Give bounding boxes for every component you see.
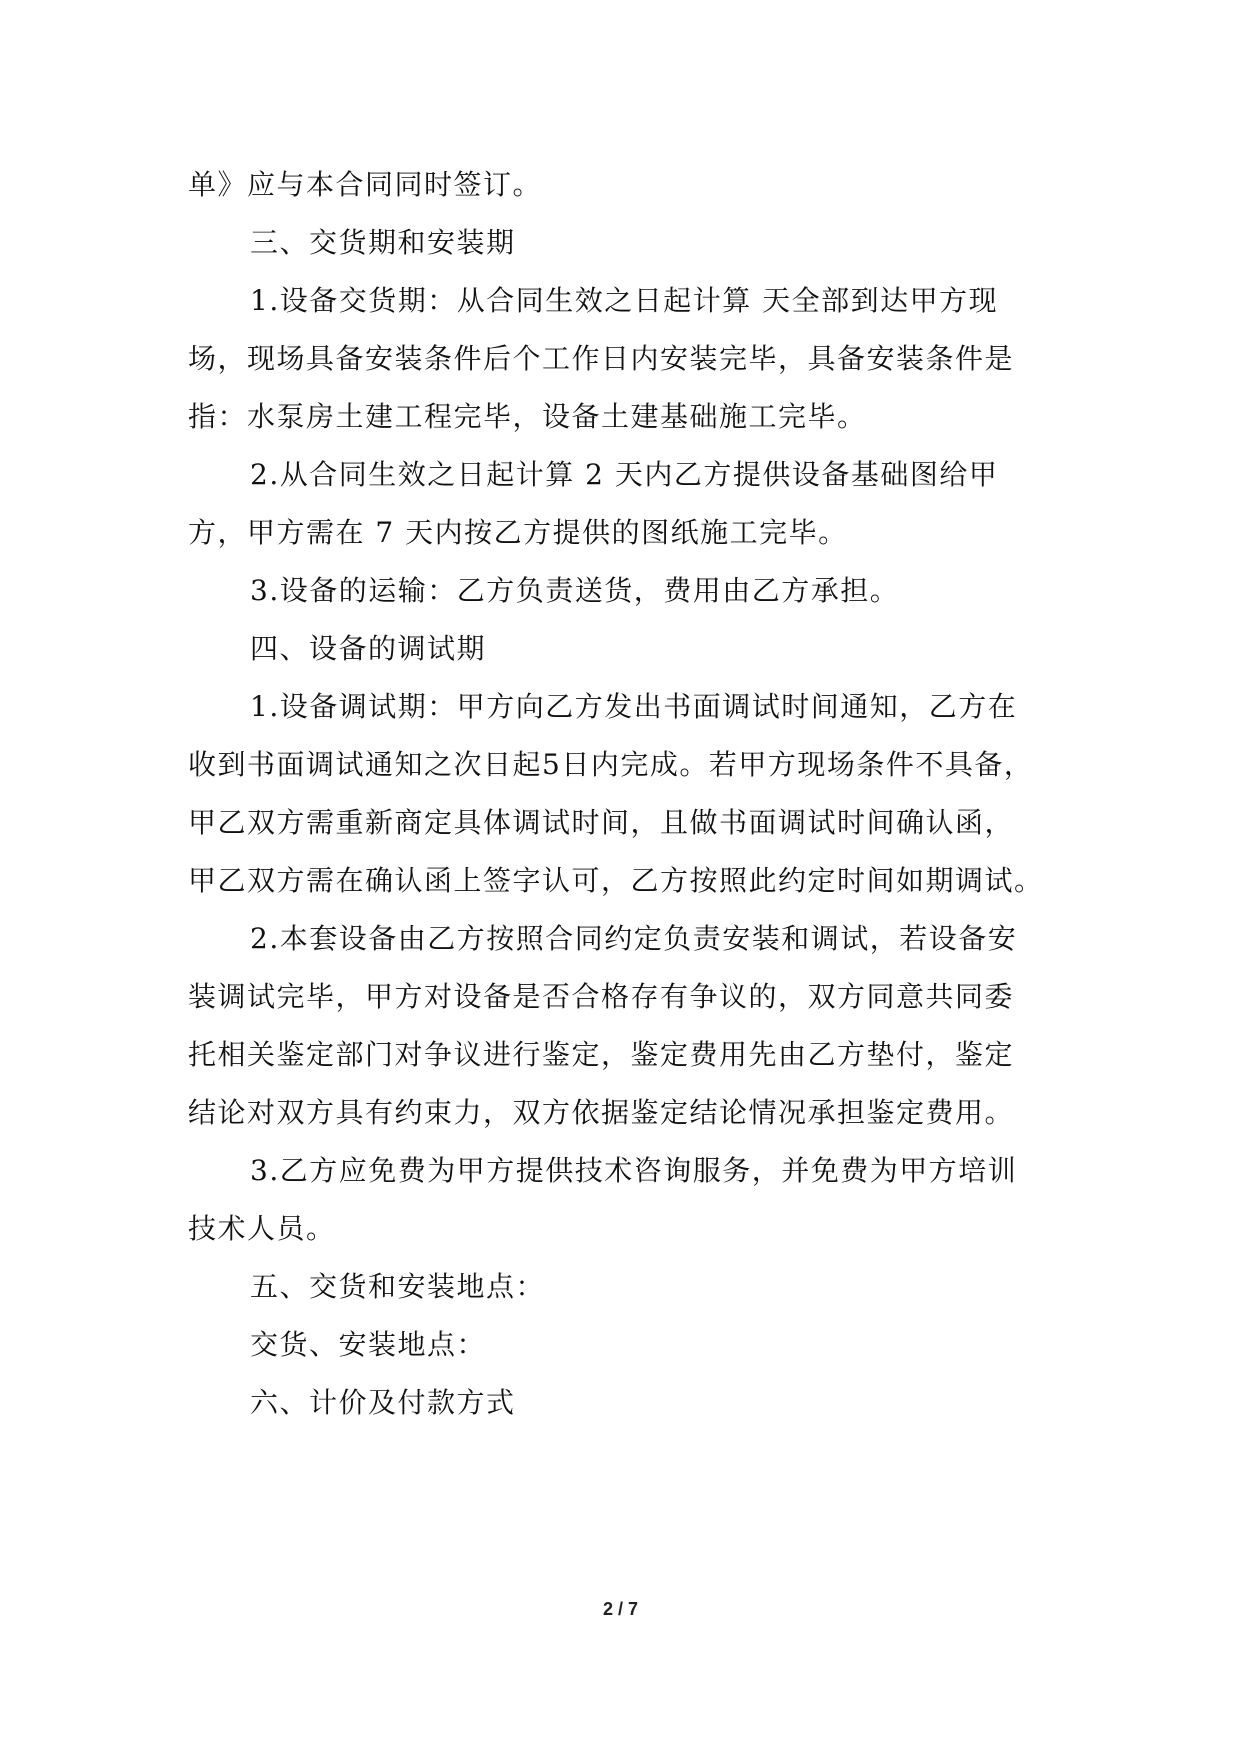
text-line: 2.从合同生效之日起计算 2 天内乙方提供设备基础图给甲 <box>250 458 999 491</box>
text-line: 单》应与本合同同时签订。 <box>188 168 543 201</box>
section-heading: 四、设备的调试期 <box>250 632 487 665</box>
text-line: 装调试完毕，甲方对设备是否合格存有争议的，双方同意共同委 <box>188 980 1015 1013</box>
text-line: 收到书面调试通知之次日起5日内完成。若甲方现场条件不具备， <box>188 748 1034 781</box>
text-line: 3.乙方应免费为甲方提供技术咨询服务，并免费为甲方培训 <box>250 1154 1018 1187</box>
text-line: 1.设备调试期：甲方向乙方发出书面调试时间通知，乙方在 <box>250 690 1018 723</box>
text-line: 甲乙双方需重新商定具体调试时间，且做书面调试时间确认函， <box>188 806 1015 839</box>
text-line: 方，甲方需在 7 天内按乙方提供的图纸施工完毕。 <box>188 516 848 549</box>
text-line: 场，现场具备安装条件后个工作日内安装完毕，具备安装条件是 <box>188 342 1015 375</box>
section-heading: 五、交货和安装地点： <box>250 1270 546 1303</box>
text-line: 结论对双方具有约束力，双方依据鉴定结论情况承担鉴定费用。 <box>188 1096 1015 1129</box>
text-line: 2.本套设备由乙方按照合同约定负责安装和调试，若设备安 <box>250 922 1018 955</box>
text-line: 甲乙双方需在确认函上签字认可，乙方按照此约定时间如期调试。 <box>188 864 1044 897</box>
text-line: 交货、安装地点： <box>250 1328 487 1361</box>
text-line: 指：水泵房土建工程完毕，设备土建基础施工完毕。 <box>188 400 867 433</box>
text-line: 技术人员。 <box>188 1212 336 1245</box>
section-heading: 六、计价及付款方式 <box>250 1386 516 1419</box>
text-line: 1.设备交货期：从合同生效之日起计算 天全部到达甲方现 <box>250 284 999 317</box>
text-line: 3.设备的运输：乙方负责送货，费用由乙方承担。 <box>250 574 900 607</box>
text-line: 托相关鉴定部门对争议进行鉴定，鉴定费用先由乙方垫付，鉴定 <box>188 1038 1015 1071</box>
section-heading: 三、交货期和安装期 <box>250 226 516 259</box>
page-number: 2 / 7 <box>602 1599 639 1619</box>
